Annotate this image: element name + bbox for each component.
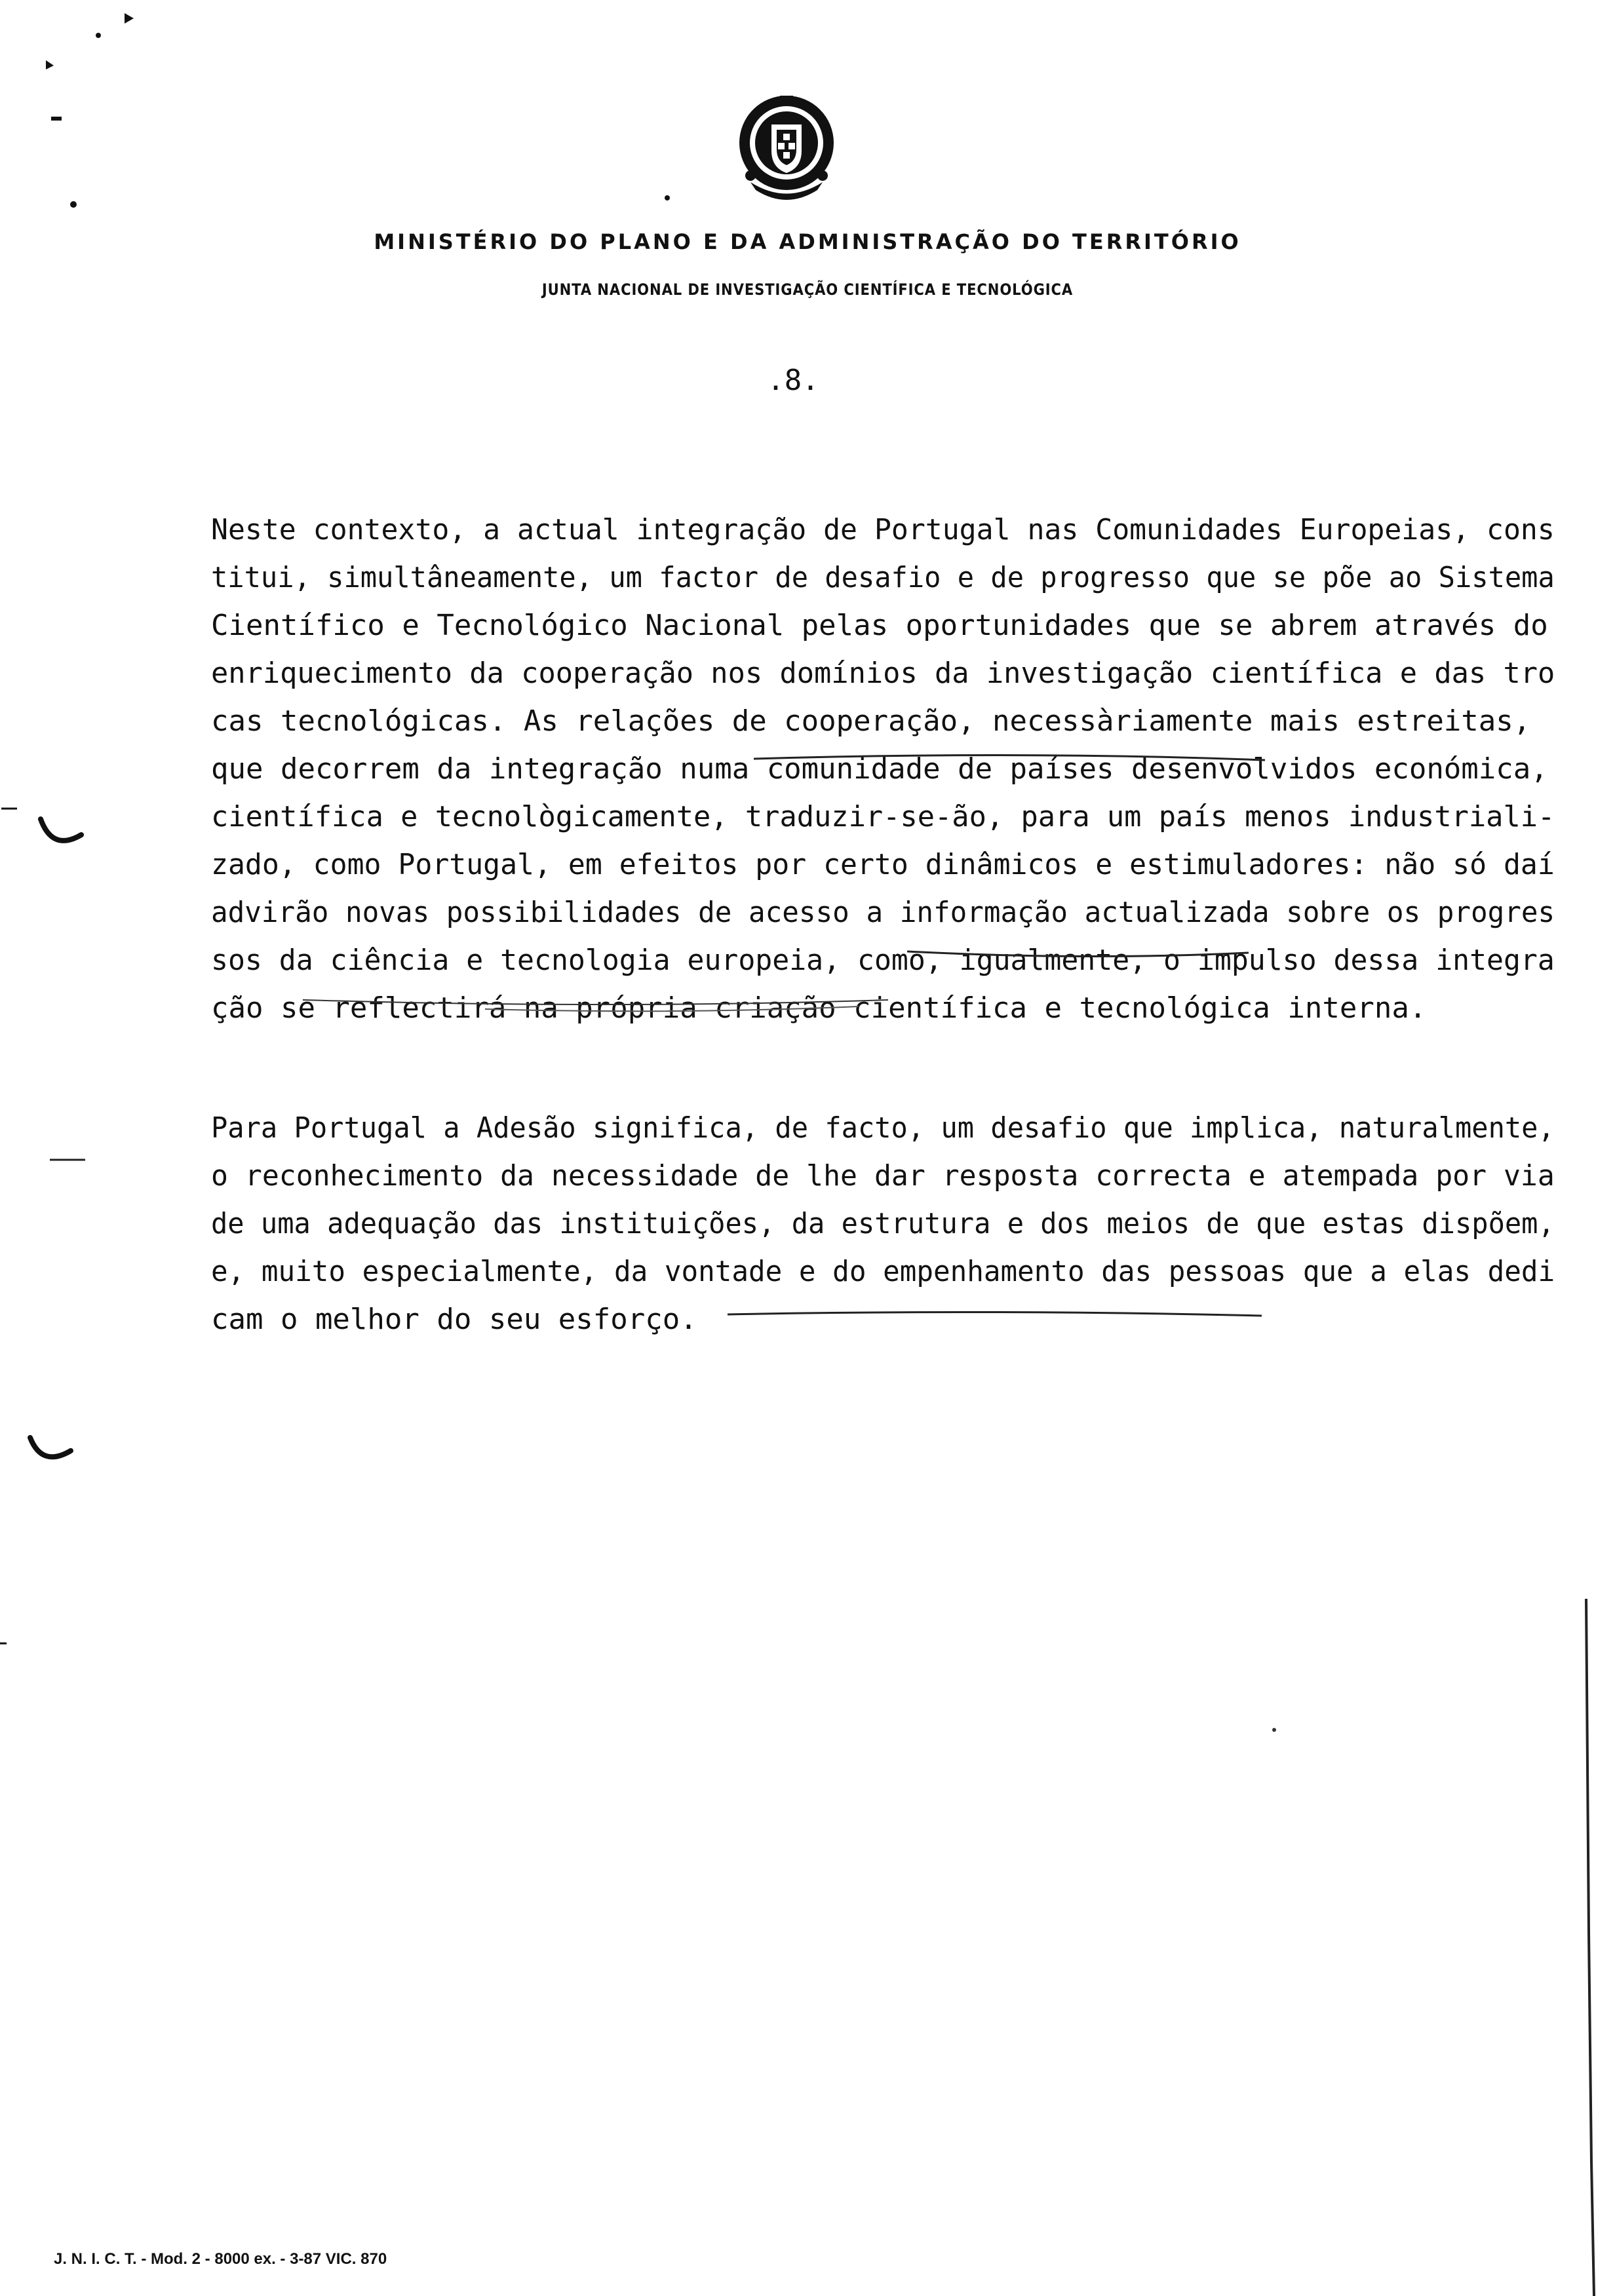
text-line: titui, simultâneamente, um factor de desafio e de progresso que se põe ao Sistema xyxy=(211,561,1555,594)
text-line: Para Portugal a Adesão significa, de facto, um desafio que implica, naturalmente, xyxy=(211,1111,1555,1145)
body-paragraph-2 xyxy=(211,1104,1555,1343)
text-line: cam o melhor do seu esforço. xyxy=(211,1303,697,1336)
body-paragraph-1 xyxy=(211,506,1555,1032)
text-line: enriquecimento da cooperação nos domínios da investigação científica e das tro xyxy=(211,657,1555,690)
page-number: .8. xyxy=(767,364,819,397)
text-line: advirão novas possibilidades de acesso a informação actualizada sobre os progres xyxy=(211,896,1555,929)
text-line: o reconhecimento da necessidade de lhe dar resposta correcta e atempada por via xyxy=(211,1159,1555,1193)
ministry-title: MINISTÉRIO DO PLANO E DA ADMINISTRAÇÃO DO TERRITÓRIO xyxy=(374,229,1241,254)
text-line: científica e tecnològicamente, traduzir-se-ão, para um país menos industriali- xyxy=(211,800,1555,833)
text-line: de uma adequação das instituições, da estrutura e dos meios de que estas dispõem, xyxy=(211,1207,1555,1240)
form-code-footer: J. N. I. C. T. - Mod. 2 - 8000 ex. - 3-87 VIC. 870 xyxy=(54,2250,387,2268)
text-line: Neste contexto, a actual integração de Portugal nas Comunidades Europeias, cons xyxy=(211,513,1555,546)
text-line: cas tecnológicas. As relações de cooperação, necessàriamente mais estreitas, xyxy=(211,704,1531,738)
junta-subtitle: JUNTA NACIONAL DE INVESTIGAÇÃO CIENTÍFICA E TECNOLÓGICA xyxy=(541,280,1074,299)
text-line: ção se reflectirá na própria criação científica e tecnológica interna. xyxy=(211,991,1427,1025)
text-line: Científico e Tecnológico Nacional pelas oportunidades que se abrem através do xyxy=(211,609,1548,642)
text-line: e, muito especialmente, da vontade e do empenhamento das pessoas que a elas dedi xyxy=(211,1255,1555,1288)
text-line: zado, como Portugal, em efeitos por certo dinâmicos e estimuladores: não só daí xyxy=(211,848,1555,881)
coat-of-arms-icon xyxy=(731,90,842,208)
text-line: que decorrem da integração numa comunidade de países desenvolvidos económica, xyxy=(211,752,1548,786)
text-line: sos da ciência e tecnologia europeia, como, igualmente, o impulso dessa integra xyxy=(211,944,1555,977)
